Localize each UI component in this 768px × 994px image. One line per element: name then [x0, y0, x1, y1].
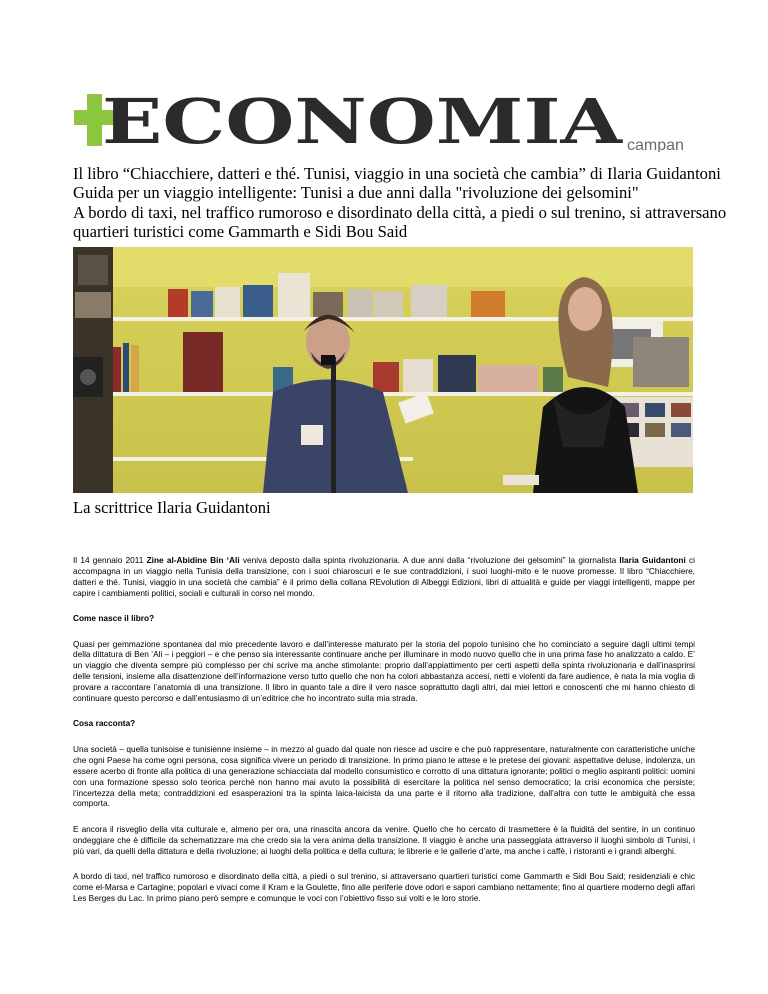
headline-subtitle: Guida per un viaggio intelligente: Tunisi a due anni dalla "rivoluzione dei gelsomini"	[73, 183, 639, 203]
logo-word: ECONOMIA	[102, 88, 624, 152]
headline-title: Il libro “Chiacchiere, datteri e thé. Tunisi, viaggio in una società che cambia” di Ilaria Guidantoni	[73, 164, 721, 183]
bookstore-scene-illustration	[73, 247, 693, 493]
intro-text-1: Il 14 gennaio 2011	[73, 555, 147, 565]
author-photo	[73, 247, 693, 493]
intro-paragraph	[73, 555, 695, 599]
answer-paragraph-3: E ancora il risveglio della vita culturale e, almeno per ora, una rinascita ancora da venire. Quello che ho cercato di trasmettere è la fluidità del sentire, in un continuo ondeggiare che è difficile da schematizzare ma che credo sia la vera anima della transizione. Il viaggio è anche una passeggiata attraverso il luoghi simbolo di Tunisi, i più vari, da quelli della dittatura e della rivoluzione; ai luoghi della politica e della cultura; le librerie e le gallerie d’arte, ma anche i caffè, i ristoranti e i grandi alberghi.	[73, 823, 695, 856]
logo-suffix: campan	[627, 137, 684, 152]
economia-logo	[74, 88, 694, 152]
answer-paragraph-4: A bordo di taxi, nel traffico rumoroso e disordinato della città, a piedi o sul trenino, si attraversano quartieri turistici come Gammarth e Sidi Bou Said; residenziali e chic come el-Marsa e Cartagine; popolari e vivaci come il Kram e la Goulette, fino alle periferie dove odori e sapori cambiano nettamente; fino al quartiere moderno degli affari Les Berges du Lac. In primo piano però sempre e comunque le voci con l’obiettivo fisso sui volti e le loro storie.	[73, 871, 695, 903]
author-name-bold: Ilaria Guidantoni	[619, 555, 686, 565]
headline-line-4: quartieri turistici come Gammarth e Sidi Bou Said	[73, 222, 408, 242]
article-body	[73, 555, 695, 918]
intro-text-3: ci accompagna in un viaggio nella Tunisia della transizione, con i suoi chiaroscuri e le sue contraddizioni, i suoi luoghi-mito e le nuove promesse. Il libro “Chiacchiere, datteri e thé. Tunisi, viaggio in una società che cambia” è il primo della collana REvolution di Albeggi Edizioni, libri di attualità e guide per viaggi intelligenti, mappe per capire i cambiamenti politici, sociali e culturali in corso nel mondo.	[73, 555, 695, 598]
headline-line-3: A bordo di taxi, nel traffico rumoroso e disordinato della città, a piedi o sul trenino, si attraversano	[73, 202, 727, 222]
intro-text-2: veniva deposto dalla spinta rivoluzionaria. A due anni dalla “rivoluzione dei gelsomini” la giornalista	[239, 555, 620, 565]
photo-caption: La scrittrice Ilaria Guidantoni	[73, 498, 271, 517]
answer-paragraph-2: Una società – quella tunisoise e tunisienne insieme – in mezzo al guado dal quale non riesce ad uscire e che può rappresentare, naturalmente con caratteristiche uniche che ogni Paese ha come ogni persona, cosa significa vivere un periodo di transizione. In primo piano le attese e le pretese dei giovani: aspettative deluse, indolenza, un essere acerbo di fronte alla politica di una generazione schiacciata dal modello consumistico e corrotto di una dittatura ignorante; politici o meglio aspiranti politici: uomini con una formazione spesso solo teorica perché non hanno mai avuto la possibilità di esercitare la politica nel senso democratico; la crisi economica che persiste; l’incertezza della meta; contraddizioni ed esasperazioni tra la spinta laica-laicista da una parte e il ritorno alla tradizione, dall’altra con tutte le ambiguità che essa comporta.	[73, 743, 695, 809]
question-heading-1: Come nasce il libro?	[73, 613, 155, 624]
headline-block	[73, 164, 727, 242]
question-heading-2: Cosa racconta?	[73, 718, 136, 729]
intro-name-bold: Zine al-Abidine Bin ‘Ali	[146, 555, 240, 565]
answer-paragraph-1: Quasi per gemmazione spontanea dal mio precedente lavoro e dall’interesse maturato per la storia del popolo tunisino che ho cominciato a seguire dagli ultimi tempi della dittatura di Ben ‘Ali – i peggiori – e che penso sia interessante continuare anche per illuminare in modo nuovo quello che in una prima fase ho analizzato a caldo. E’ un viaggio che diventa sempre più complesso per chi scrive ma anche stimolante: proprio dall’appiattimento per certi aspetti della spinta rivoluzionaria e dall’inasprirsi delle tensioni, insieme alla disattenzione dell’informazione verso tutto quello che non ha colori abbastanza accesi, netti e violenti da fare audience, è nata la mia voglia di provare a raccontare l’anatomia di una transizione. Il libro in quanto tale a dire il vero nasce soprattutto dagli altri, dai miei lettori e conoscenti che mi hanno chiesto di continuare questo percorso e dall’entusiasmo di un’editrice che ho incontrato sulla mia strada.	[73, 638, 695, 704]
